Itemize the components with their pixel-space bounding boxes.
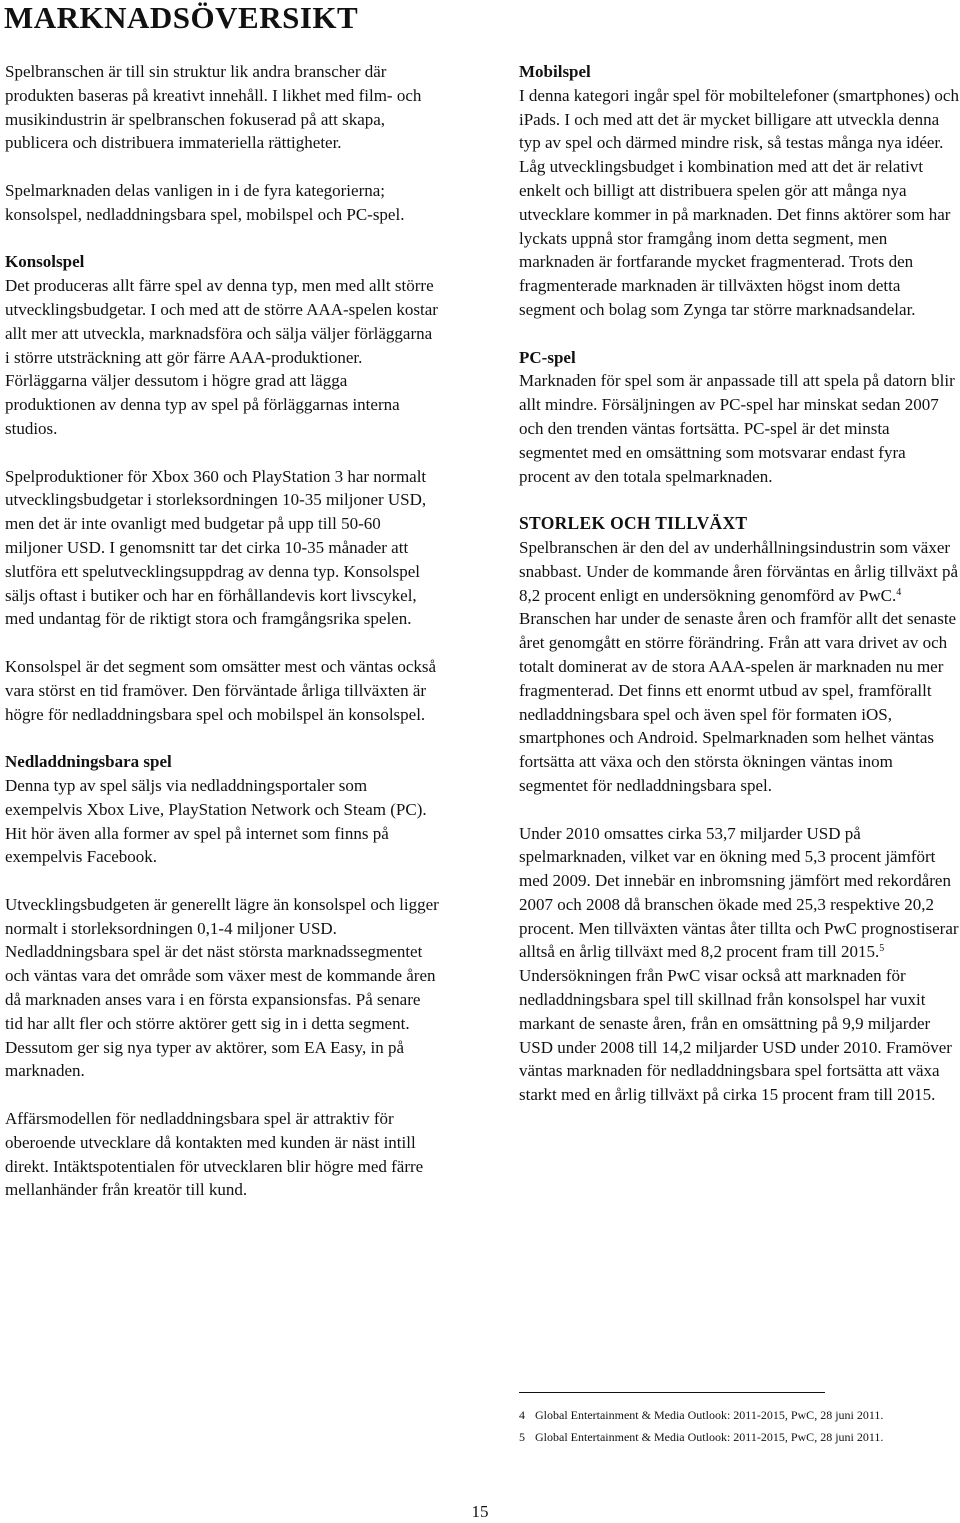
konsolspel-paragraph-2: Spelproduktioner för Xbox 360 och PlayStation 3 har normalt utvecklingsbudgetar i storleksordningen 10-35 miljoner USD, men det är inte ovanligt med budgetar på upp till 50-60 miljoner USD. I genomsnitt tar det cirka 10-35 månader att slutföra ett spelutvecklingsuppdrag av denna typ. Konsolspel säljs oftast i butiker och har en förhållandevis kort livscykel, med undantag för de riktigt stora och framgångsrika spelen. <box>5 466 427 629</box>
konsolspel-paragraph-1: Det produceras allt färre spel av denna typ, men med allt större utvecklingsbudgetar. I och med att de större AAA-spelen kostar allt mer att utveckla, marknadsföra och sälja väljer förläggarna i större utsträckning att gör färre AAA-produktioner. Förläggarna väljer dessutom i högre grad att lägga produktionen av denna typ av spel på förläggarnas interna studios. <box>5 276 438 438</box>
konsolspel-heading: Konsolspel <box>5 252 85 272</box>
footnote-divider <box>519 1392 825 1393</box>
categories-paragraph: Spelmarknaden delas vanligen in i de fyra kategorierna; konsolspel, nedladdningsbara spel, mobilspel och PC-spel. <box>5 180 405 224</box>
nedladdningsbara-heading: Nedladdningsbara spel <box>5 752 172 772</box>
storlek-paragraph-1-text-b: Branschen har under de senaste åren och framför allt det senaste året genomgått en större förändring. Från att vara drivet av och totalt dominerat av de stora AAA-spelen är marknaden nu mer fragmenterad. Det finns ett enormt utbud av spel, framförallt nedladdningsbara spel och även spel för formaten iOS, smartphones och Android. Spelmarknaden som helhet väntas fortsätta att växa och den största ökningen väntas inom segmentet för nedladdningsbara spel. <box>519 609 957 795</box>
footnote-4 <box>519 1404 959 1426</box>
page-title: MARKNADSÖVERSIKT <box>4 0 359 35</box>
mobilspel-paragraph: I denna kategori ingår spel för mobiltelefoner (smartphones) och iPads. I och med att det är mycket billigare att utveckla denna typ av spel och därmed mindre risk, så testas många nya idéer. Låg utvecklingsbudget i kombination med att det är relativt enkelt och billigt att distribuera spelen gör att många nya utvecklare kommer in på marknaden. Det finns aktörer som har lyckats uppnå stor framgång inom detta segment, men marknaden är fortfarande mycket fragmenterad. Trots den fragmenterade marknaden är tillväxten högst inom detta segment och bolag som Zynga tar större marknadsandelar. <box>519 85 959 319</box>
footnote-number: 4 <box>519 1408 525 1422</box>
footnote-ref-4[interactable]: 4 <box>896 586 902 598</box>
footnote-text: Global Entertainment & Media Outlook: 2011-2015, PwC, 28 juni 2011. <box>535 1408 884 1422</box>
footnote-ref-5[interactable]: 5 <box>879 943 885 955</box>
footnote-text: Global Entertainment & Media Outlook: 2011-2015, PwC, 28 juni 2011. <box>535 1430 884 1444</box>
storlek-paragraph-1 <box>519 536 960 798</box>
mobilspel-heading: Mobilspel <box>519 62 591 81</box>
footnote-5 <box>519 1426 959 1448</box>
footnotes <box>519 1404 959 1448</box>
konsolspel-paragraph-3: Konsolspel är det segment som omsätter mest och väntas också vara störst en tid framöver. Den förväntade årliga tillväxten är högre för nedladdningsbara spel och mobilspel än konsolspel. <box>5 656 437 724</box>
storlek-paragraph-2 <box>519 822 960 1108</box>
pc-spel-heading: PC-spel <box>519 347 576 367</box>
storlek-paragraph-1-text-a: Spelbranschen är den del av underhållningsindustrin som växer snabbast. Under de kommande åren förväntas en årlig tillväxt på 8,2 procent enligt en undersökning genomförd av PwC. <box>519 537 959 605</box>
storlek-paragraph-2-text-b: Undersökningen från PwC visar också att marknaden för nedladdningsbara spel till skillnad från konsolspel har vuxit markant de senaste åren, från en omsättning på 9,9 miljarder USD under 2008 till 14,2 miljarder USD under 2010. Framöver väntas marknaden för nedladdningsbara spel fortsätta att växa starkt med en årlig tillväxt på cirka 15 procent fram till 2015. <box>519 966 952 1105</box>
storlek-paragraph-2-text-a: Under 2010 omsattes cirka 53,7 miljarder USD på spelmarknaden, vilket var en ökning med 5,3 procent jämfört med 2009. Det innebär en inbromsning jämfört med rekordåren 2007 och 2008 då branschen ökade med 25,3 respektive 20,2 procent. Men tillväxten väntas åter tillta och PwC prognostiserar alltså en årlig tillväxt med 8,2 procent fram till 2015. <box>519 823 959 962</box>
page-number: 15 <box>471 1502 489 1521</box>
storlek-heading: STORLEK OCH TILLVÄXT <box>519 513 748 534</box>
intro-paragraph: Spelbranschen är till sin struktur lik andra branscher där produkten baseras på kreativt innehåll. I likhet med film- och musikindustrin är spelbranschen fokuserad på att skapa, publicera och distribuera immateriella rättigheter. <box>5 62 422 153</box>
nedladdningsbara-paragraph-1: Denna typ av spel säljs via nedladdningsportaler som exempelvis Xbox Live, PlayStation Network och Steam (PC). Hit hör även alla former av spel på internet som finns på exempelvis Facebook. <box>5 775 427 867</box>
footnote-number: 5 <box>519 1430 525 1444</box>
nedladdningsbara-paragraph-3: Affärsmodellen för nedladdningsbara spel är attraktiv för oberoende utvecklare då kontakten med kunden är näst intill direkt. Intäktspotentialen för utvecklaren blir högre med färre mellanhänder från kreatör till kund. <box>5 1109 424 1200</box>
right-column <box>519 60 960 1107</box>
pc-spel-paragraph: Marknaden för spel som är anpassade till att spela på datorn blir allt mindre. Försäljningen av PC-spel har minskat sedan 2007 och den trenden väntas fortsätta. PC-spel är det minsta segmentet med en omsättning som motsvarar endast fyra procent av den totala spelmarknaden. <box>519 371 955 486</box>
nedladdningsbara-paragraph-2: Utvecklingsbudgeten är generellt lägre än konsolspel och ligger normalt i storleksordningen 0,1-4 miljoner USD. Nedladdningsbara spel är det näst största marknadssegmentet och väntas vara det område som växer mest de kommande åren då marknaden anses vara i en första expansionsfas. På senare tid har allt fler och större aktörer gett sig in i detta segment. Dessutom ger sig nya typer av aktörer, som EA Easy, in på marknaden. <box>5 894 439 1081</box>
left-column <box>5 60 441 1202</box>
